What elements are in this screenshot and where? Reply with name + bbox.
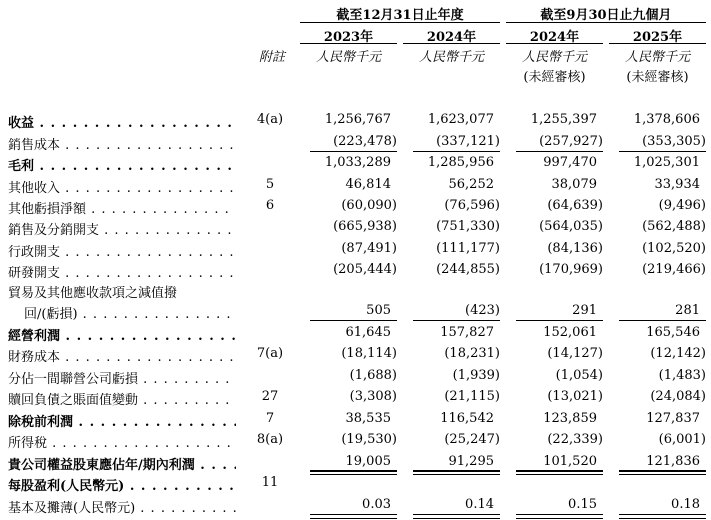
row-value: (84,136) bbox=[547, 241, 603, 256]
year-rule bbox=[506, 43, 603, 44]
row-value: 38,535 bbox=[345, 411, 391, 426]
unit-label: 人民幣千元 bbox=[521, 50, 587, 65]
year-rule bbox=[403, 43, 500, 44]
row-label: 研發開支 . . . bbox=[8, 262, 236, 281]
row-value: (219,466) bbox=[642, 262, 706, 277]
unit-label: 人民幣千元 bbox=[418, 50, 484, 65]
row-label: 基本及攤薄(人民幣元) . . . bbox=[8, 497, 236, 516]
header-nine-months: 截至9月30日止九個月 bbox=[540, 8, 672, 23]
row-value: (9,496) bbox=[658, 198, 706, 213]
row-value: (25,247) bbox=[444, 432, 500, 447]
row-note: 7(a) bbox=[256, 346, 284, 361]
row-value: 127,837 bbox=[646, 411, 700, 426]
year-rule bbox=[300, 43, 397, 44]
subtotal-rule bbox=[413, 151, 500, 152]
year-2023: 2023年 bbox=[323, 30, 374, 45]
row-note: 8(a) bbox=[256, 432, 284, 447]
row-value: 123,859 bbox=[543, 411, 597, 426]
row-value: 157,827 bbox=[440, 325, 494, 340]
row-value: 33,934 bbox=[654, 177, 700, 192]
row-value: 91,295 bbox=[448, 454, 494, 469]
row-note: 11 bbox=[261, 475, 279, 490]
row-label: 每股盈利(人民幣元) . . . bbox=[8, 475, 236, 494]
row-label-line1: 貿易及其他應收款項之減值撥 bbox=[8, 286, 178, 301]
row-value: 281 bbox=[675, 303, 700, 318]
row-value: (423) bbox=[465, 303, 500, 318]
row-value: (18,231) bbox=[444, 346, 500, 361]
unaudited-label: (未經審核) bbox=[626, 70, 689, 85]
unaudited-label: (未經審核) bbox=[523, 70, 586, 85]
subtotal-rule bbox=[516, 151, 603, 152]
row-label: 毛利 . . . bbox=[8, 155, 236, 174]
row-value: (257,927) bbox=[539, 134, 603, 149]
total-double-rule bbox=[413, 470, 500, 475]
row-label: 財務成本 . . . bbox=[8, 346, 236, 365]
row-value: 101,520 bbox=[543, 454, 597, 469]
row-label: 所得稅 . . . bbox=[8, 432, 236, 451]
row-value: (24,084) bbox=[650, 389, 706, 404]
row-value: 56,252 bbox=[448, 177, 494, 192]
unit-label: 人民幣千元 bbox=[624, 50, 690, 65]
row-value: (205,444) bbox=[333, 262, 397, 277]
row-value: 1,025,301 bbox=[633, 155, 700, 170]
row-value: (13,021) bbox=[547, 389, 603, 404]
row-value: 997,470 bbox=[543, 155, 597, 170]
subtotal-rule bbox=[619, 151, 706, 152]
row-value: (6,001) bbox=[658, 432, 706, 447]
unit-label: 人民幣千元 bbox=[315, 50, 381, 65]
row-value: (751,330) bbox=[436, 219, 500, 234]
row-value: (562,488) bbox=[642, 219, 706, 234]
year-rule bbox=[609, 43, 706, 44]
row-value: 19,005 bbox=[345, 454, 391, 469]
row-note: 5 bbox=[265, 177, 275, 192]
row-value: (1,483) bbox=[658, 368, 706, 383]
row-value: (111,177) bbox=[436, 241, 500, 256]
header-rule-years bbox=[300, 22, 500, 23]
row-value: (102,520) bbox=[642, 241, 706, 256]
row-value: (1,939) bbox=[452, 368, 500, 383]
row-value: (3,308) bbox=[349, 389, 397, 404]
row-value: 121,836 bbox=[646, 454, 700, 469]
row-value: 46,814 bbox=[345, 177, 391, 192]
subtotal-rule bbox=[516, 320, 603, 321]
row-value: (12,142) bbox=[650, 346, 706, 361]
row-value: 505 bbox=[366, 303, 391, 318]
row-value: 1,033,289 bbox=[324, 155, 391, 170]
row-value: 1,256,767 bbox=[324, 112, 391, 127]
row-value: (21,115) bbox=[444, 389, 500, 404]
row-value: (244,855) bbox=[436, 262, 500, 277]
row-value: (564,035) bbox=[539, 219, 603, 234]
row-value: (60,090) bbox=[341, 198, 397, 213]
row-value: 165,546 bbox=[646, 325, 700, 340]
row-value: 1,623,077 bbox=[427, 112, 494, 127]
total-double-rule bbox=[310, 470, 397, 475]
row-value: (223,478) bbox=[333, 134, 397, 149]
row-label: 回/(虧損) . . . bbox=[24, 303, 236, 322]
total-double-rule bbox=[619, 514, 706, 519]
total-double-rule bbox=[619, 470, 706, 475]
total-double-rule bbox=[516, 470, 603, 475]
row-note: 6 bbox=[265, 198, 275, 213]
subtotal-rule bbox=[413, 320, 500, 321]
row-value: 291 bbox=[572, 303, 597, 318]
year-2024-9m: 2024年 bbox=[529, 30, 580, 45]
row-value: (76,596) bbox=[444, 198, 500, 213]
row-value: (22,339) bbox=[547, 432, 603, 447]
row-label: 銷售成本 . . . bbox=[8, 134, 236, 153]
row-note: 27 bbox=[261, 389, 279, 404]
row-value: (665,938) bbox=[333, 219, 397, 234]
total-double-rule bbox=[310, 514, 397, 519]
row-label: 收益 . . . bbox=[8, 112, 236, 131]
total-double-rule bbox=[413, 514, 500, 519]
row-value: 0.03 bbox=[362, 497, 391, 512]
row-value: 38,079 bbox=[551, 177, 597, 192]
subtotal-rule bbox=[310, 320, 397, 321]
row-value: 0.14 bbox=[465, 497, 494, 512]
row-value: (18,114) bbox=[341, 346, 397, 361]
row-value: (19,530) bbox=[341, 432, 397, 447]
row-label: 贖回負債之賬面值變動 . . . bbox=[8, 389, 236, 408]
row-value: (170,969) bbox=[539, 262, 603, 277]
row-note: 7 bbox=[265, 411, 275, 426]
subtotal-rule bbox=[619, 320, 706, 321]
row-value: 61,645 bbox=[345, 325, 391, 340]
header-rule-months bbox=[506, 22, 706, 23]
row-value: (337,121) bbox=[436, 134, 500, 149]
row-label: 行政開支 . . . bbox=[8, 241, 236, 260]
row-value: (87,491) bbox=[341, 241, 397, 256]
total-double-rule bbox=[516, 514, 603, 519]
row-label: 其他虧損淨額 . . . bbox=[8, 198, 236, 217]
note-column-header: 附註 bbox=[258, 50, 285, 65]
row-label: 經營利潤 . . . bbox=[8, 325, 236, 344]
row-value: 1,255,397 bbox=[530, 112, 597, 127]
row-value: (14,127) bbox=[547, 346, 603, 361]
row-label: 分佔一間聯營公司虧損 . . . bbox=[8, 368, 236, 387]
row-value: (64,639) bbox=[547, 198, 603, 213]
row-value: 0.18 bbox=[671, 497, 700, 512]
subtotal-rule bbox=[310, 151, 397, 152]
year-2025-9m: 2025年 bbox=[632, 30, 683, 45]
row-value: 152,061 bbox=[543, 325, 597, 340]
year-2024: 2024年 bbox=[426, 30, 477, 45]
row-value: 0.15 bbox=[568, 497, 597, 512]
row-value: 1,378,606 bbox=[633, 112, 700, 127]
row-value: 116,542 bbox=[440, 411, 494, 426]
row-label: 貴公司權益股東應佔年/期內利潤 . . . bbox=[8, 454, 236, 473]
header-years-ended: 截至12月31日止年度 bbox=[336, 8, 464, 23]
row-label: 除稅前利潤 . . . bbox=[8, 411, 236, 430]
row-value: (353,305) bbox=[642, 134, 706, 149]
row-value: (1,054) bbox=[555, 368, 603, 383]
row-value: (1,688) bbox=[349, 368, 397, 383]
row-value: 1,285,956 bbox=[427, 155, 494, 170]
row-label: 銷售及分銷開支 . . . bbox=[8, 219, 236, 238]
row-label: 其他收入 . . . bbox=[8, 177, 236, 196]
row-note: 4(a) bbox=[256, 112, 284, 127]
